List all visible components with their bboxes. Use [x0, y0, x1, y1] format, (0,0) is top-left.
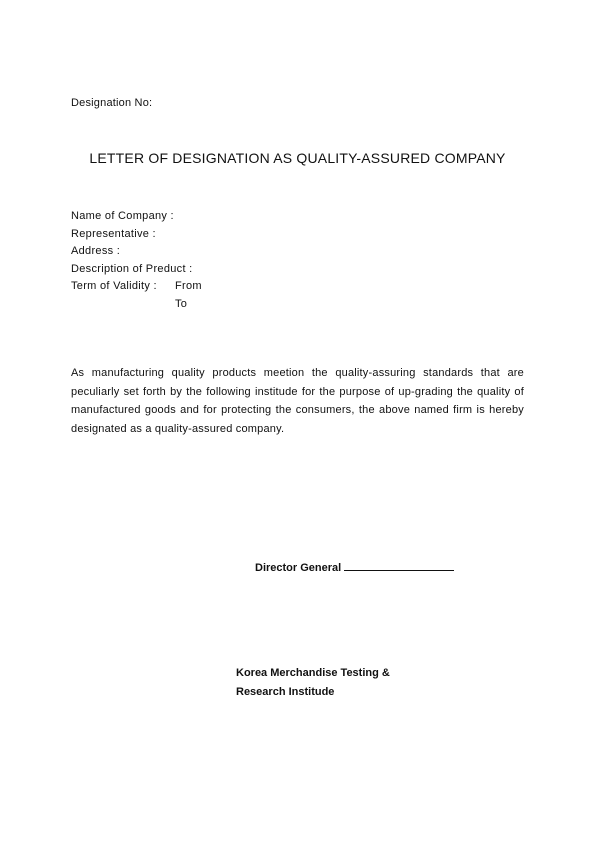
product-description-field: Description of Preduct :: [71, 262, 193, 275]
validity-from-label: From: [175, 280, 202, 293]
representative-field: Representative :: [71, 227, 156, 240]
document-title: LETTER OF DESIGNATION AS QUALITY-ASSURED COMPANY: [89, 150, 506, 166]
issuing-institute: [236, 664, 390, 701]
signature-line: [344, 560, 454, 571]
company-name-field: Name of Company :: [71, 210, 174, 222]
institute-name-line-2: Research Institude: [236, 685, 335, 698]
validity-from-row: [71, 278, 202, 296]
designation-number-label: Designation No:: [71, 97, 153, 109]
address-field: Address :: [71, 245, 121, 258]
signature-block: [255, 560, 454, 574]
validity-to-label: To: [175, 297, 188, 310]
director-general-label: Director General: [255, 562, 342, 574]
validity-term-label: Term of Validity :: [71, 280, 157, 293]
designation-statement: As manufacturing quality products meetion the quality-assuring standards that are peculiarly set forth by the following institude for the purpose of up-grading the quality of manufactured goods and for protecting the consumers, the above named firm is hereby designated as a quality-assured company.: [71, 367, 524, 435]
company-fields: [71, 208, 202, 314]
institute-name-line-1: Korea Merchandise Testing &: [236, 667, 390, 679]
